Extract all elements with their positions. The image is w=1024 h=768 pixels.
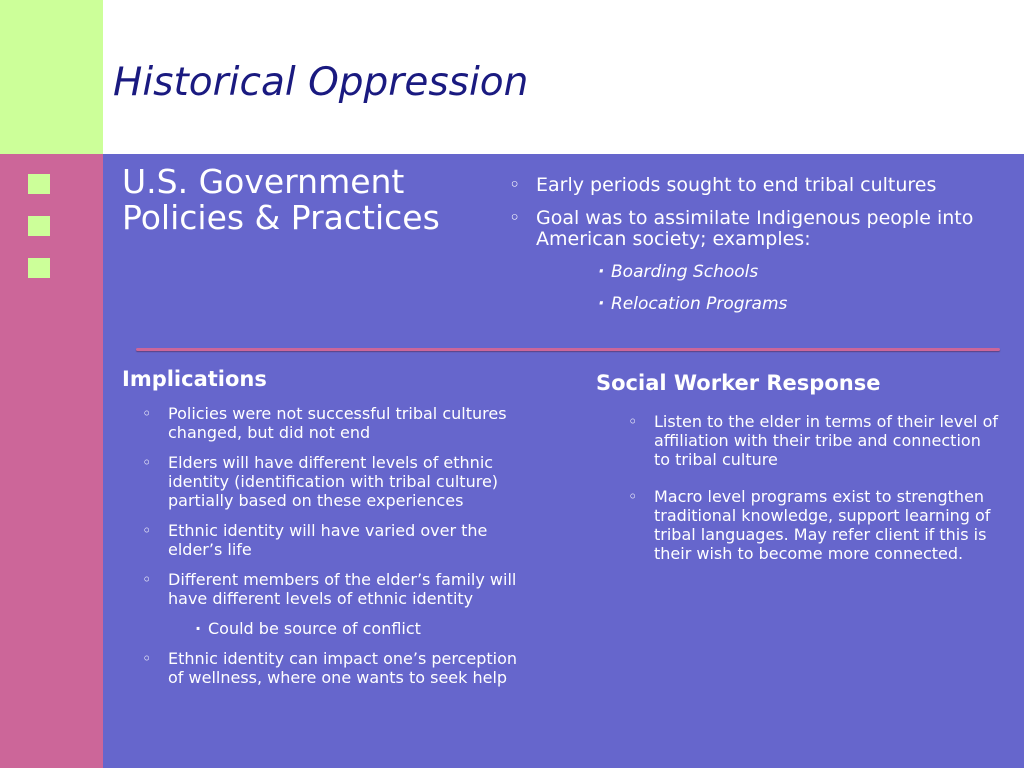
social-worker-bullet-list (654, 412, 999, 581)
list-item: ◦ Early periods sought to end tribal cultures (536, 175, 1016, 196)
list-item: ◦ Different members of the elder’s family will have different levels of ethnic identity (168, 570, 528, 608)
list-item: ◦ Macro level programs exist to strengthen traditional knowledge, support learning of tribal languages. May refer client if this is their wish to become more connected. (654, 487, 999, 563)
heading-line: U.S. Government (122, 162, 405, 201)
list-subitem: · Boarding Schools (611, 262, 1016, 283)
list-item: ◦ Policies were not successful tribal cultures changed, but did not end (168, 404, 528, 442)
left-accent-pink (0, 154, 103, 768)
list-item: ◦ Listen to the elder in terms of their level of affiliation with their tribe and connection to tribal culture (654, 412, 999, 469)
heading-line: Policies & Practices (122, 198, 440, 237)
list-item: ◦ Goal was to assimilate Indigenous people into American society; examples: (536, 208, 1016, 250)
list-item: ◦ Ethnic identity can impact one’s perception of wellness, where one wants to seek help (168, 649, 528, 687)
decorative-square (28, 174, 50, 194)
implications-heading: Implications (122, 367, 267, 391)
list-item: ◦ Elders will have different levels of ethnic identity (identification with tribal culture) partially based on these experiences (168, 453, 528, 510)
section-divider (136, 348, 1000, 351)
implications-bullet-list (168, 404, 528, 698)
left-accent-green (0, 0, 103, 154)
list-item: ◦ Ethnic identity will have varied over the elder’s life (168, 521, 528, 559)
list-subitem: · Relocation Programs (611, 294, 1016, 315)
decorative-square (28, 258, 50, 278)
government-bullet-list (536, 175, 1016, 326)
government-policies-heading (122, 164, 440, 236)
social-worker-heading: Social Worker Response (596, 371, 881, 395)
decorative-square (28, 216, 50, 236)
list-subitem: · Could be source of conflict (208, 619, 528, 638)
slide-title: Historical Oppression (113, 60, 529, 105)
